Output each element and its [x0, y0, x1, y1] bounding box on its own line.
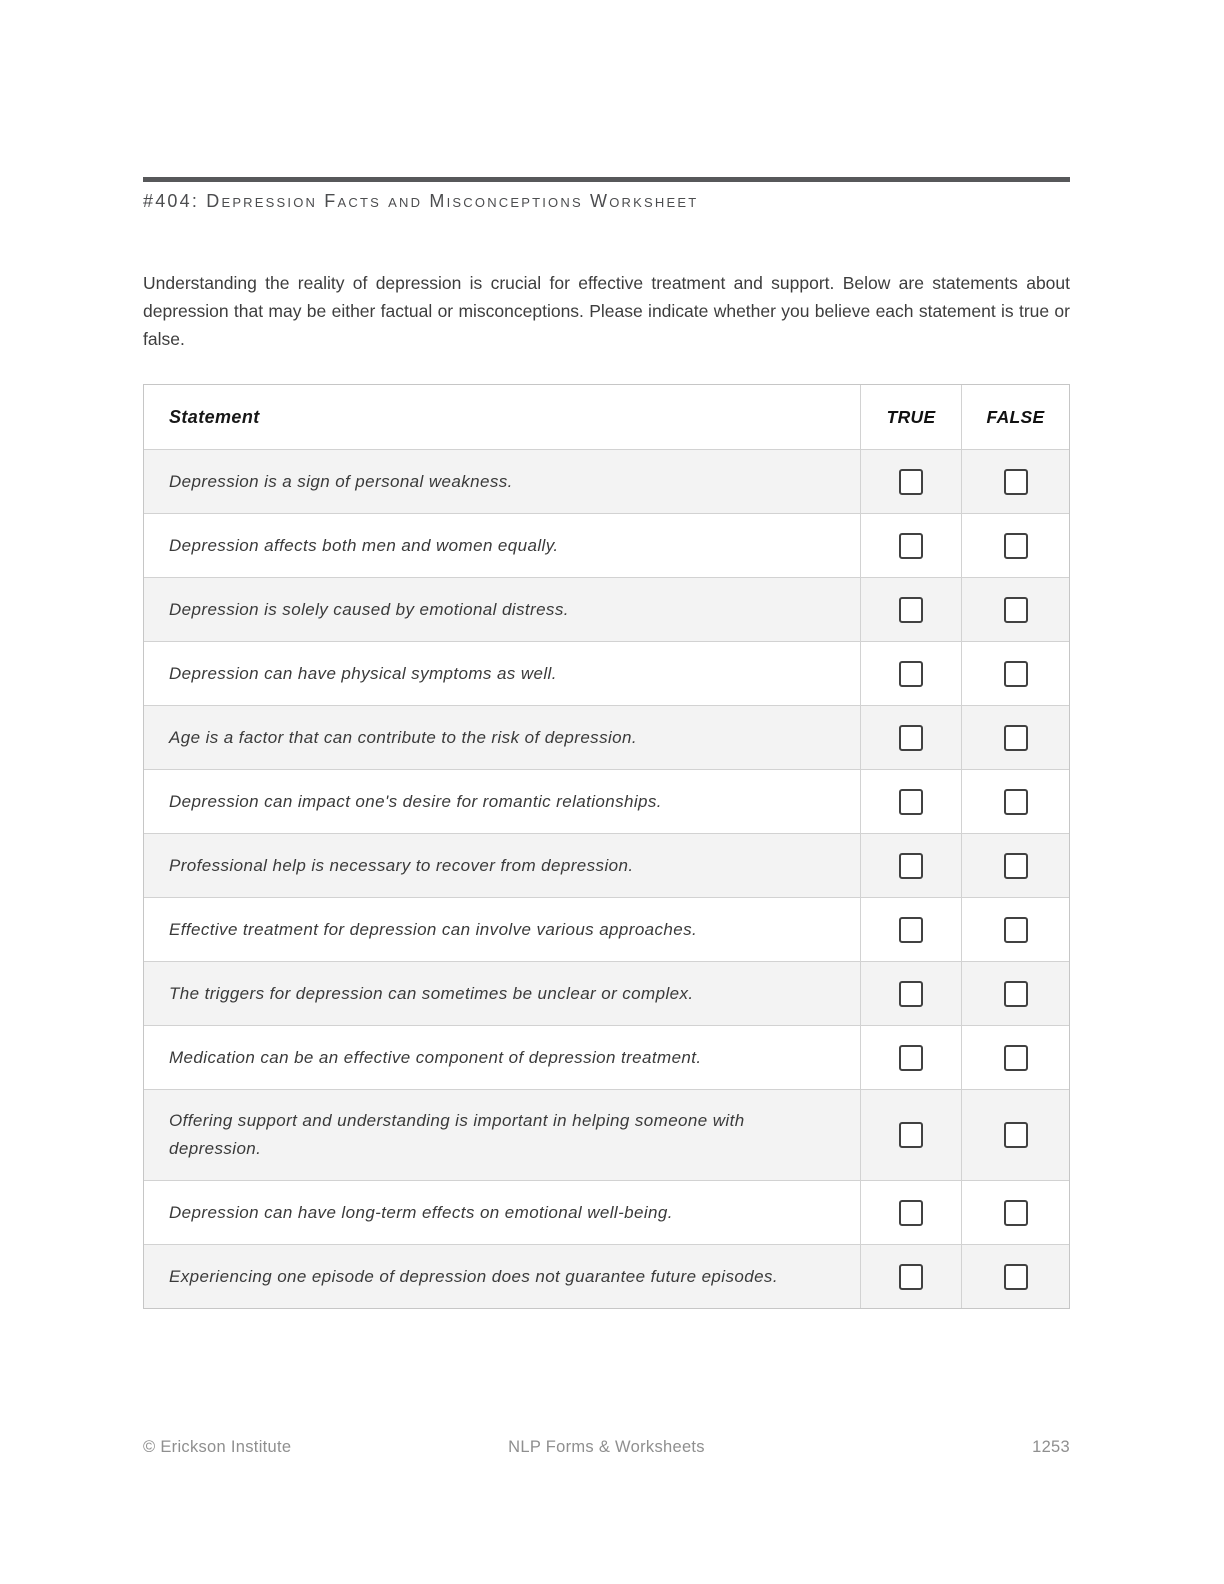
- true-checkbox[interactable]: [899, 661, 923, 687]
- true-cell: [860, 450, 961, 513]
- statement-text: [144, 1245, 860, 1308]
- statement-text: [144, 770, 860, 833]
- true-checkbox[interactable]: [899, 469, 923, 495]
- page-footer: [143, 1438, 1070, 1457]
- statement-label: Depression can impact one's desire for romantic relationships.: [169, 791, 662, 811]
- statement-label: Depression can have physical symptoms as well.: [169, 663, 557, 683]
- false-checkbox[interactable]: [1004, 469, 1028, 495]
- statement-label: Professional help is necessary to recover from depression.: [169, 855, 634, 875]
- false-checkbox[interactable]: [1004, 533, 1028, 559]
- true-cell: [860, 898, 961, 961]
- table-row: [144, 513, 1069, 577]
- false-checkbox[interactable]: [1004, 789, 1028, 815]
- statement-text: [144, 1026, 860, 1089]
- table-row: [144, 897, 1069, 961]
- table-rows: [144, 449, 1069, 1308]
- true-cell: [860, 962, 961, 1025]
- true-checkbox[interactable]: [899, 1122, 923, 1148]
- statement-label: Depression affects both men and women equally.: [169, 535, 559, 555]
- statement-label: Offering support and understanding is important in helping someone with depression.: [169, 1111, 745, 1158]
- footer-book-title: NLP Forms & Worksheets: [508, 1438, 705, 1456]
- true-checkbox[interactable]: [899, 725, 923, 751]
- table-row: [144, 769, 1069, 833]
- false-checkbox[interactable]: [1004, 661, 1028, 687]
- table-row: [144, 961, 1069, 1025]
- false-cell: [961, 514, 1069, 577]
- false-cell: [961, 898, 1069, 961]
- false-checkbox[interactable]: [1004, 597, 1028, 623]
- false-checkbox[interactable]: [1004, 981, 1028, 1007]
- statement-label: The triggers for depression can sometimes be unclear or complex.: [169, 983, 694, 1003]
- true-cell: [860, 642, 961, 705]
- statement-text: [144, 706, 860, 769]
- true-checkbox[interactable]: [899, 597, 923, 623]
- false-cell: [961, 642, 1069, 705]
- true-checkbox[interactable]: [899, 789, 923, 815]
- true-header-label: TRUE: [886, 406, 936, 427]
- false-checkbox[interactable]: [1004, 1264, 1028, 1290]
- statement-text: [144, 834, 860, 897]
- false-cell: [961, 1181, 1069, 1244]
- true-cell: [860, 514, 961, 577]
- true-cell: [860, 834, 961, 897]
- false-cell: [961, 770, 1069, 833]
- table-row: [144, 641, 1069, 705]
- true-cell: [860, 1181, 961, 1244]
- false-cell: [961, 834, 1069, 897]
- true-checkbox[interactable]: [899, 853, 923, 879]
- title-rule: [143, 177, 1070, 182]
- false-cell: [961, 1090, 1069, 1180]
- true-cell: [860, 1245, 961, 1308]
- column-header-true: [860, 385, 961, 449]
- false-cell: [961, 1245, 1069, 1308]
- true-cell: [860, 770, 961, 833]
- false-checkbox[interactable]: [1004, 725, 1028, 751]
- statement-text: [144, 578, 860, 641]
- true-cell: [860, 706, 961, 769]
- true-checkbox[interactable]: [899, 917, 923, 943]
- table-row: [144, 577, 1069, 641]
- statement-label: Effective treatment for depression can involve various approaches.: [169, 919, 698, 939]
- statement-text: [144, 450, 860, 513]
- true-checkbox[interactable]: [899, 533, 923, 559]
- table-header-row: [144, 385, 1069, 449]
- table-row: [144, 1025, 1069, 1089]
- table-row: [144, 449, 1069, 513]
- table-row: [144, 1180, 1069, 1244]
- false-checkbox[interactable]: [1004, 1045, 1028, 1071]
- statement-label: Depression is solely caused by emotional distress.: [169, 599, 569, 619]
- column-header-false: [961, 385, 1069, 449]
- statement-text: [144, 962, 860, 1025]
- page-title: #404: Depression Facts and Misconceptions Worksheet: [143, 191, 699, 211]
- false-checkbox[interactable]: [1004, 853, 1028, 879]
- table-row: [144, 705, 1069, 769]
- statement-text: [144, 1181, 860, 1244]
- true-checkbox[interactable]: [899, 981, 923, 1007]
- true-cell: [860, 578, 961, 641]
- statements-table: [143, 384, 1070, 1309]
- column-header-statement: Statement: [169, 407, 260, 427]
- statement-text: [144, 898, 860, 961]
- false-cell: [961, 450, 1069, 513]
- table-row: [144, 833, 1069, 897]
- intro-paragraph: Understanding the reality of depression is crucial for effective treatment and support. Below are statements about depression that may be either factual or misconceptions. Please indicate whether you believe each statement is true or false.: [143, 273, 1070, 349]
- false-cell: [961, 706, 1069, 769]
- statement-text: [144, 642, 860, 705]
- true-checkbox[interactable]: [899, 1264, 923, 1290]
- true-checkbox[interactable]: [899, 1045, 923, 1071]
- statement-label: Depression is a sign of personal weakness.: [169, 471, 513, 491]
- footer-copyright: © Erickson Institute: [143, 1438, 292, 1456]
- false-cell: [961, 1026, 1069, 1089]
- statement-text: [144, 514, 860, 577]
- false-cell: [961, 962, 1069, 1025]
- true-cell: [860, 1090, 961, 1180]
- statement-label: Depression can have long-term effects on emotional well-being.: [169, 1202, 673, 1222]
- false-cell: [961, 578, 1069, 641]
- footer-page-number: 1253: [1032, 1438, 1070, 1456]
- false-checkbox[interactable]: [1004, 917, 1028, 943]
- statement-text: [144, 1090, 860, 1180]
- true-cell: [860, 1026, 961, 1089]
- table-row: [144, 1089, 1069, 1180]
- statement-label: Experiencing one episode of depression does not guarantee future episodes.: [169, 1266, 778, 1286]
- statement-label: Medication can be an effective component of depression treatment.: [169, 1047, 702, 1067]
- statement-label: Age is a factor that can contribute to the risk of depression.: [169, 727, 637, 747]
- false-checkbox[interactable]: [1004, 1200, 1028, 1226]
- false-header-label: FALSE: [986, 406, 1045, 427]
- false-checkbox[interactable]: [1004, 1122, 1028, 1148]
- table-row: [144, 1244, 1069, 1308]
- true-checkbox[interactable]: [899, 1200, 923, 1226]
